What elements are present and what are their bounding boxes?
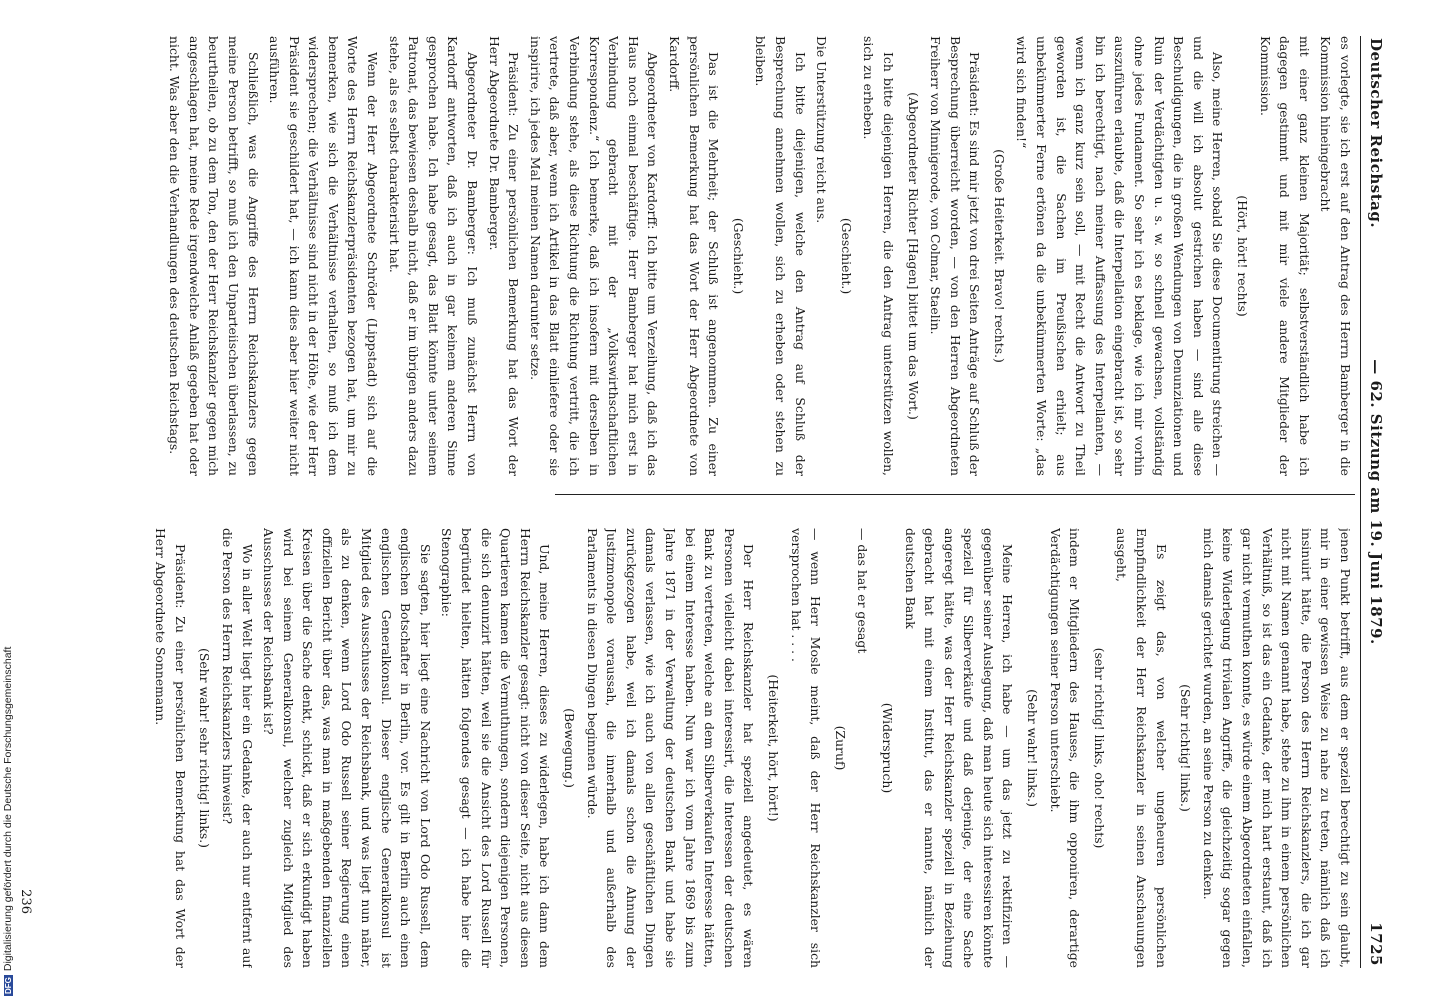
dfg-logo-badge: DFG [3,977,13,994]
paragraph: Abgeordneter von Kardorff: Ich bitte um Verzeihung, daß ich das Haus noch einmal beschäftige. Herr Bamberger hat mich erst in Verbindung gebracht mit der „Volkswirthschaftlichen Korrespondenz.“ Ich bemerke, daß ich insofern mit derselben in Verbindung stehe, als diese Richtung die Richtung vertritt, die ich vertrete, daß aber, wenn ich Artikel in das Blatt einliefere oder sie inspirire, ich jedes Mal meinen Namen darunter setze. [527,36,661,476]
right-column [0,528,1355,968]
page-header [1360,36,1387,968]
paragraph: Schließlich, was die Angriffe des Herrn Reichskanzlers gegen meine Person betrifft, so muß ich den Unparteiischen überlassen, zu beurtheilen, ob zu dem Ton, den der Herr Reichskanzler gegen mich angeschlagen hat, meine Rede irgendwelche Anlaß gegeben hat oder nicht. Was aber den die Verhandlungen des deutschen Reichstags. [167,36,261,476]
paragraph: jenen Punkt betrifft, aus dem er speziell berechtigt zu sein glaubt, mir in einer gewissen Weise zu nahe zu treten, nämlich daß ich insinuirt hätte, die Person des Herrn Reichskanzlers, die ich gar nicht mit Namen genannt habe, stehe zu ihm in einem persönlichen Verhältniß, so ist das ein Gedanke, der mich hart erstaunt, daß ich gar nicht vermuthen konnte, es würde einem Abgeordneten einfallen, keine Widerlegung trivialen Angriffe, die gleichzeitig sogar gegen mich damals gerichtet wurden, an seine Person zu denken. [1200,528,1353,968]
paragraph: Der Herr Reichskanzler hat speziell angedeutet, es wären Personen vielleicht dabei interessirt, die Interessen der deutschen Bank zu vertreten, welche an dem Silberverkaufen Interesse hätten, bei einem Interesse haben. Nun war ich vom Jahre 1869 bis zum Jahre 1871 in der Verwaltung der deutschen Bank und habe sie damals verlassen, wie ich auch von allen geschäftlichen Dingen zurückgezogen habe, weil ich damals schon die Ahnung der Justizmonopole voraussah, die innerhalb und außerhalb des Parlaments in diesen Dingen beginnen würde. [584,528,757,968]
paragraph: — das hat er gesagt [855,528,871,654]
interjection: (Bewegung.) [562,708,578,788]
paragraph: Und, meine Herren, dieses zu widerlegen, habe ich dann dem Herrn Reichskanzler gesagt: nicht von dieser Seite, nicht aus diesen Quartieren kamen die Vermuthungen, sondern diejenigen Personen, die sich denunzirt hätten, weil sie die Ansicht des Lord Russell für begründet hielten, hätten folgendes gesagt — ich habe hier die Stenographie: [439,528,553,968]
interjection: (Widerspruch) [879,702,895,794]
header-title: Deutscher Reichstag. [1367,38,1385,229]
paragraph: Wo in aller Welt liegt hier ein Gedanke, der auch nur entfernt auf die Person des Herrn Reichskanzlers hinweist? [219,528,255,968]
column-divider [555,494,1355,495]
paragraph: Wenn der Herr Abgeordnete Schröder (Lippstadt) sich auf die Worte des Herrn Reichskanzlerpräsidenten bezogen hat, um mir zu bemerken, wie sich die Verhältnisse verhalten, so muß ich dem widersprechen; die Verhältnisse sind nicht in der Höhe, wie der Herr Präsident sie geschildert hat, — ich kann dies aber hier weiter nicht ausführen. [267,36,381,476]
paragraph: Präsident: Es sind mir jetzt von drei Seiten Anträge auf Schluß der Besprechung überreicht worden, — von den Herren Abgeordneten Freiherr von Minnigerode, von Colmar, Staelin. [928,36,983,476]
paragraph: Also, meine Herren, sobald Sie diese Documentirung streichen — und die will ich absolut gestrichen haben — sind alle diese Beschuldigungen, die in großen Wendungen von Denunziationen und Ruin der Verdächtigten u. s. w. so schnell gewachsen, vollständig ohne jedes Fundament. So sehr ich es beklage, wie ich mir vorhin auszuführen erlaubte, daß die Interpellation eingebracht ist, so sehr bin ich berechtigt, nach meiner Auffassung des Interpellanten, — wenn ich ganz kurz sein soll, — mit Recht die Antwort zu Theil geworden ist, die Sachen im Preußischen erhielt; aus unbekümmerter Ferne ertönen da die unbekümmerten Worte: „das wird sich finden!“ [1014,36,1226,476]
paragraph: Die Unterstützung reicht aus. [814,36,830,224]
credit-text: Digitalisierung gefördert durch die Deutsche Forschungsgemeinschaft [2,646,14,972]
paragraph: Meine Herren, ich habe — um das jetzt zu rektifiziren — gegenüber seiner Auslegung, daß man heute sich interessiren könnte speziell für Silberverkäufe und daß derjenige, der eine Sache angeregt hätte, was der Herr Reichskanzler speziell in Beziehung gebracht hat mit einem Institut, das er nannte, nämlich der deutschen Bank [902,528,1016,968]
interjection: (Geschieht.) [730,217,746,295]
interjection: (Zuruf) [832,725,848,771]
paragraph: Abgeordneter Dr. Bamberger: Ich muß zunächst Herrn von Kardorff antworten, daß ich auch in gar keinem anderen Sinne gesprochen habe. Ich habe gesagt, das Blatt könnte unter seinem Patronat, das bewiesen deshalb nicht, daß er im übrigen anders dazu stehe, als es selbst charakterisirt hat. [386,36,481,476]
paragraph: Ich bitte diejenigen, welche den Antrag auf Schluß der Besprechung annehmen wollen, sich zu erheben oder stehen zu bleiben. [753,36,808,476]
interjection: (Sehr wahr! sehr richtig! links.) [197,648,213,848]
interjection: (sehr richtig! links, oho! rechts) [1091,647,1107,849]
paragraph: Präsident: Zu einer persönlichen Bemerkung hat das Wort der Herr Abgeordnete Sonnemann. [153,528,188,968]
paragraph: Sie sagten, hier liegt eine Nachricht von Lord Odo Russell, dem englischen Botschafter in Berlin, vor. Es gilt in Berlin auch einen englischen Generalkonsul. Dieser englische Generalkonsul ist Mitglied des Ausschusses der Reichsbank, und was liegt nun näher, als zu denken, wenn Lord Odo Russell seiner Regierung einen offiziellen Bericht über das, was man in maßgebenden finanziellen Kreisen über die Sache denkt, schickt, daß er sich erkundigt haben wird bei seinem Generalkonsul, welcher zugleich Mitglied des Ausschusses der Reichsbank ist? [261,528,433,968]
paragraph: indem er Mitgliedern des Hauses, die ihm opponiren, derartige Verdächtigungen seiner Person unterschiebt. [1047,528,1083,968]
paragraph: es vorlegte, sie ich erst auf den Antrag des Herrn Bamberger in die Kommission hineingebracht [1318,36,1353,476]
text-columns [0,36,1355,968]
paragraph: mit einer ganz kleinen Majorität; selbstverständlich habe ich dagegen gestimmt und mit mir viele andere Mitglieder der Kommission. [1257,36,1312,476]
header-session: — 62. Sitzung am 19. Juni 1879. [1367,359,1385,645]
digitization-credit [2,576,16,996]
header-page-number: 1725 [1367,922,1385,966]
interjection: (Hört, hört! rechts) [1235,195,1251,317]
footer-page-number: 236 [18,889,33,914]
paragraph: — wenn Herr Mosle meint, daß der Herr Reichskanzler sich versprochen hat . . . . [788,528,824,968]
paragraph: Ich bitte diejenigen Herren, die den Antrag unterstützen wollen, sich zu erheben. [861,36,896,476]
interjection: (Große Heiterkeit. Bravo! rechts.) [991,149,1007,363]
interjection: (Sehr wahr! links.) [1025,689,1041,807]
paragraph: Präsident: Zu einer persönlichen Bemerkung hat das Wort der Herr Abgeordnete Dr. Bamberger. [486,36,522,476]
left-column [0,36,1355,476]
interjection: (Sehr richtig! links.) [1178,684,1194,812]
interjection: (Geschieht.) [838,217,854,295]
interjection: (Abgeordneter Richter [Hagen] bittet um das Wort.) [905,92,921,420]
interjection: (Heiterkeit, hört, hört!) [765,674,781,822]
paragraph: Das ist die Mehrheit; der Schluß ist angenommen. Zu einer persönlichen Bemerkung hat das Wort der Herr Abgeordnete von Kardorff. [667,36,722,476]
paragraph: Es zeigt das, von welcher ungeheuren persönlichen Empfindlichkeit der Herr Reichskanzler in seinen Anschauungen ausgeht, [1114,528,1169,968]
